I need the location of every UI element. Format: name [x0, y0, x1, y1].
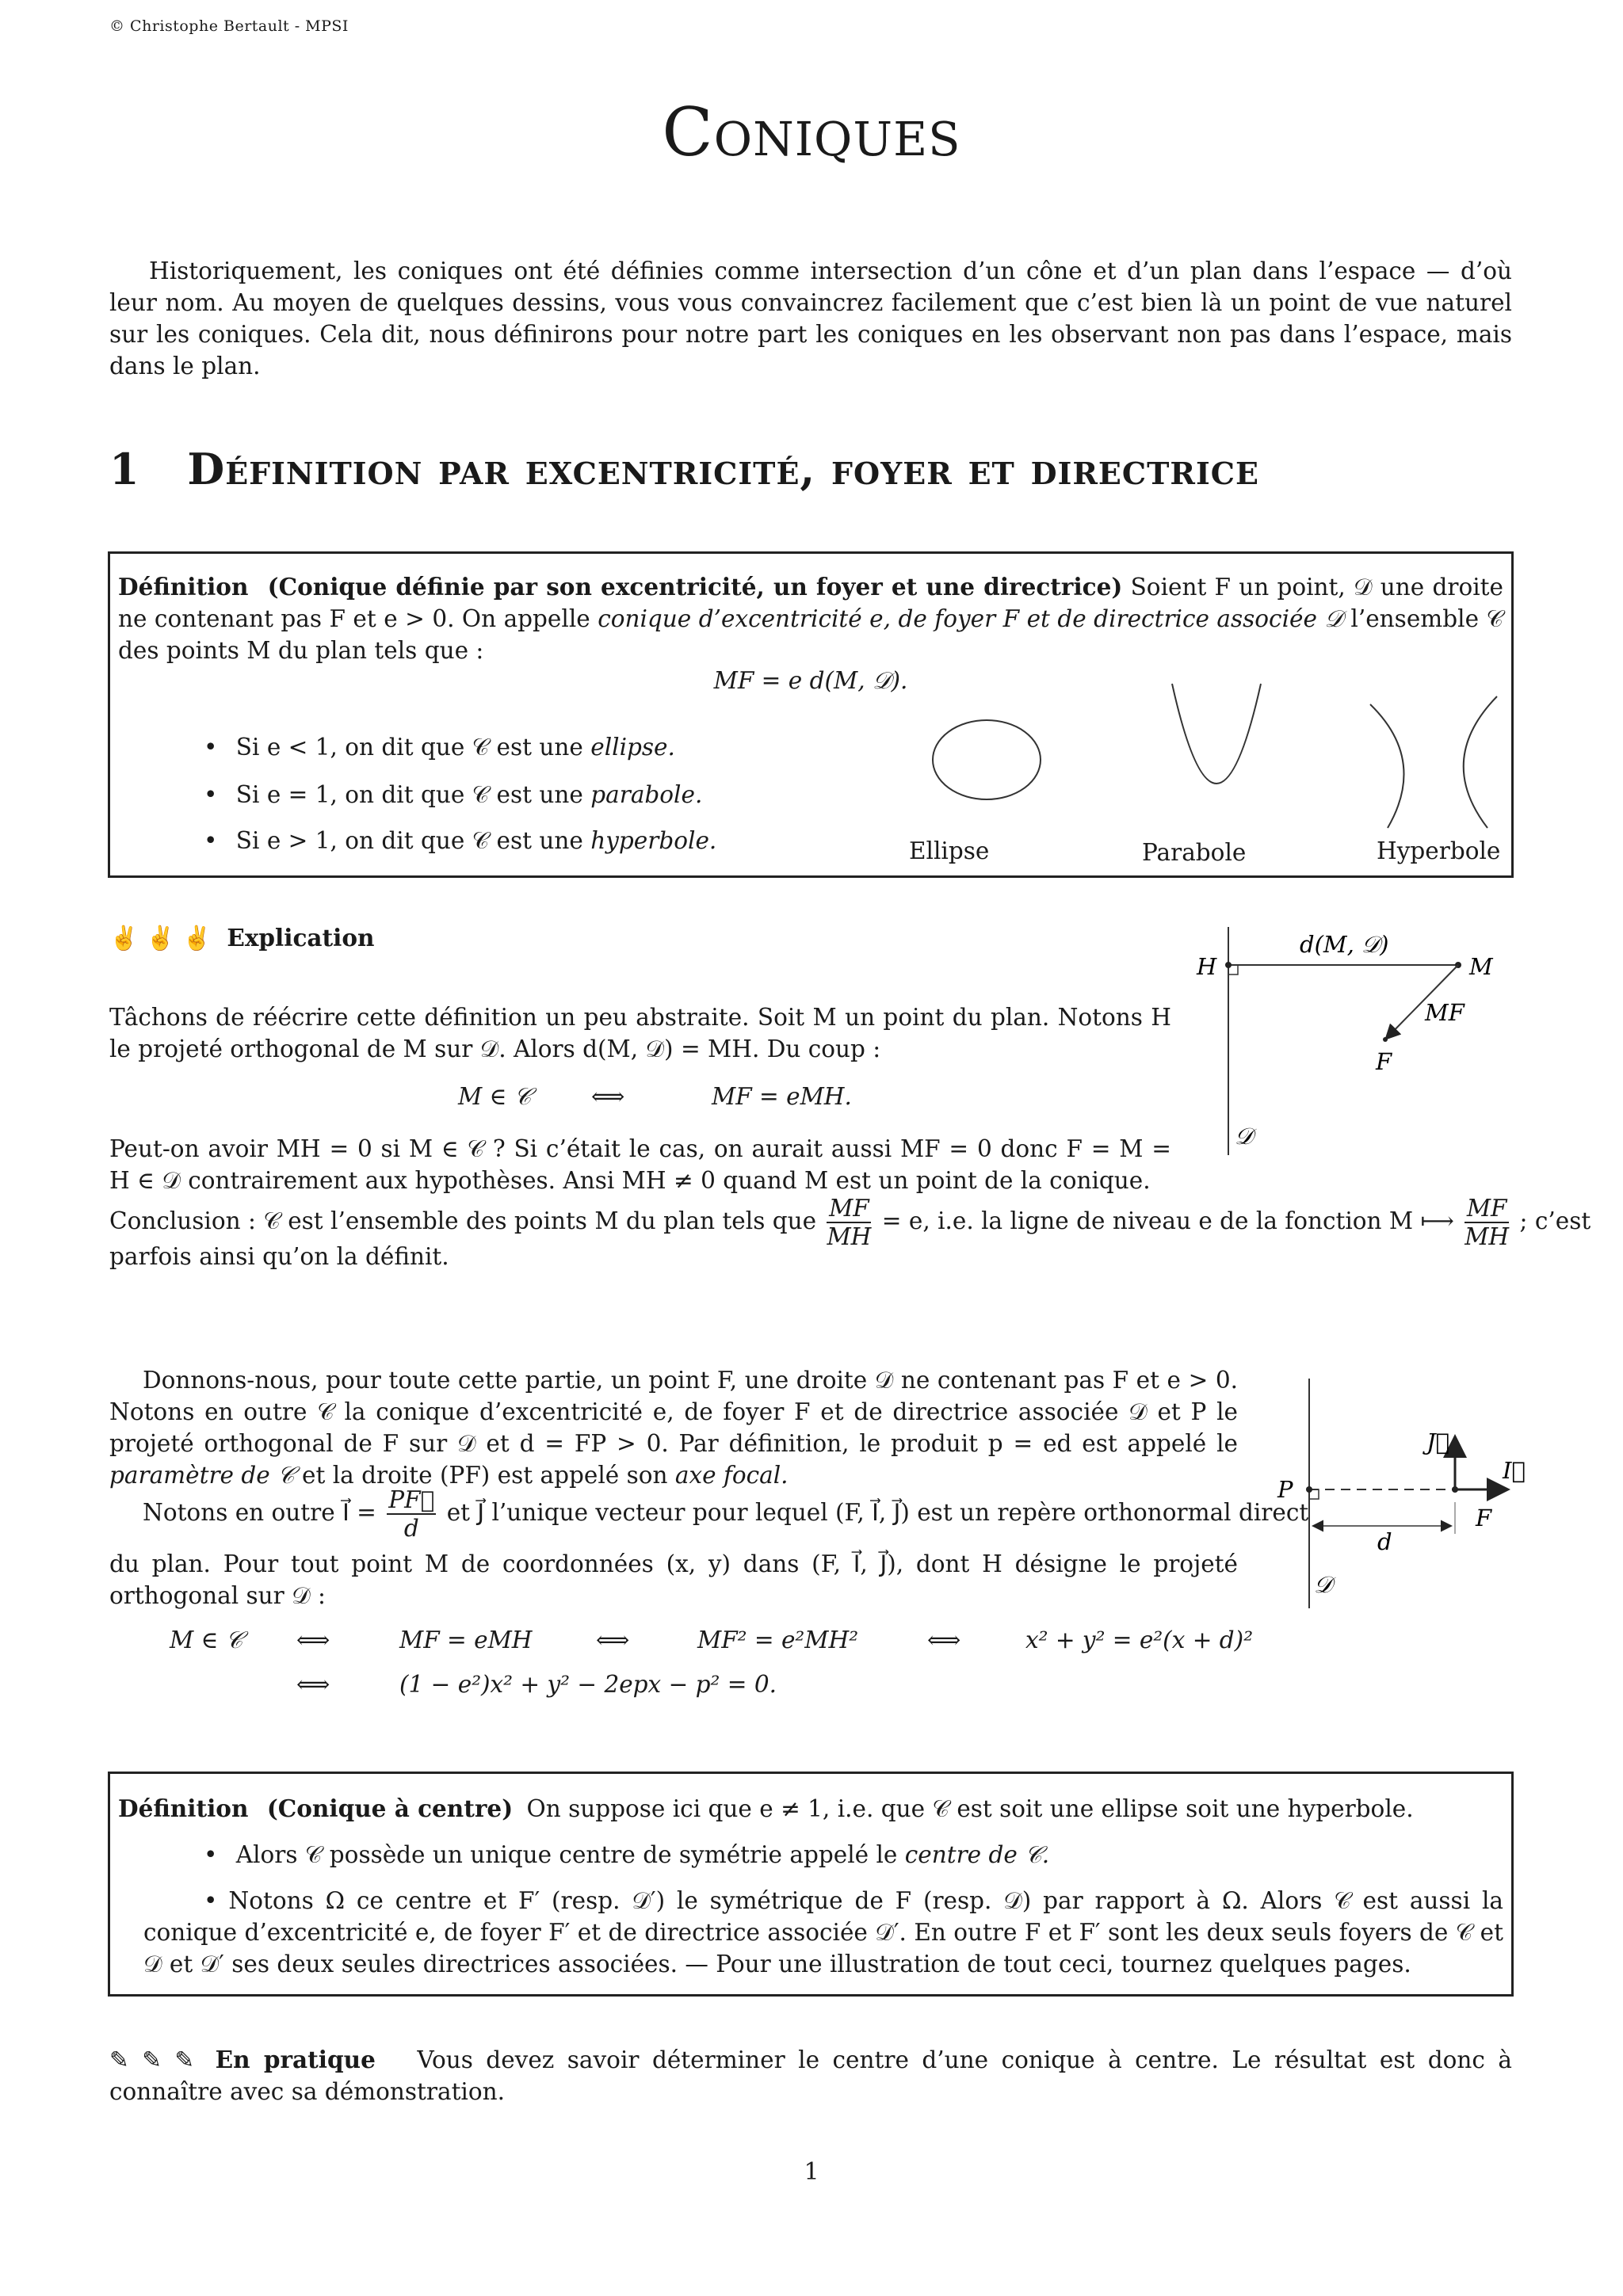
label-d-small: d [1377, 1528, 1392, 1555]
label-mf: MF [1425, 999, 1465, 1026]
definition-text-a: Soient F un point, 𝒟 une droite ne contenant pas F et e > 0. On appelle [118, 574, 1503, 632]
eq2-arrow: ⟺ [296, 1671, 330, 1698]
section-number: 1 [109, 444, 140, 494]
eq2-term: (1 − e²)x² + y² − 2epx − p² = 0. [399, 1671, 777, 1698]
section-title: Définition par excentricité, foyer et directrice [187, 444, 1259, 494]
donnons-paragraph-2: Notons en outre I⃗ = $\frac{PF⃗}{d}$ et J⃗ l’unique vecteur pour lequel (F, I⃗, J⃗) est un repère orthonormal direct [143, 1486, 1309, 1542]
pencil-icon: ✎ ✎ ✎ [109, 2046, 195, 2073]
label-j: J⃗ [1426, 1428, 1450, 1455]
ellipse-label: Ellipse [909, 837, 990, 864]
label-f-2: F [1476, 1505, 1492, 1531]
page-number: 1 [804, 2158, 819, 2186]
label-m: M [1469, 953, 1493, 980]
definition2-bullet-2: • Notons Ω ce centre et F′ (resp. 𝒟′) le symétrique de F (resp. 𝒟) par rapport à Ω. Alors 𝒞 est aussi la conique d’excentricité e, de foyer F′ et de directrice associée 𝒟′. En outre F et F′ sont les deux seuls foyers de 𝒞 et 𝒟 et 𝒟′ ses deux seules directrices associées. — Pour une illustration de tout ceci, tournez quelques pages. [143, 1885, 1503, 1980]
explication-eq-arrow: ⟺ [591, 1083, 625, 1110]
eq1-term-6: x² + y² = e²(x + d)² [1025, 1627, 1254, 1653]
label-h: H [1197, 953, 1217, 980]
bullet-ellipse: • Si e < 1, on dit que 𝒞 est une ellipse. [204, 731, 675, 763]
explication-conclusion: Conclusion : 𝒞 est l’ensemble des points M du plan tels que $\frac{MF}{MH}$ = e, i.e. la ligne de niveau e de la fonction M ⟼ $\frac{MF}{MH}$ ; c’est [109, 1195, 1591, 1250]
eq1-term-2: MF = eMH [399, 1627, 533, 1653]
pratique-paragraph [109, 2044, 1512, 2107]
eq1-term-4: MF² = e²MH² [697, 1627, 859, 1653]
parabola-shape [1172, 684, 1261, 784]
bullet-hyperbole: • Si e > 1, on dit que 𝒞 est une hyperbole. [204, 825, 716, 856]
intro-paragraph: Historiquement, les coniques ont été définies comme intersection d’un cône et d’un plan dans l’espace — d’où leur nom. Au moyen de quelques dessins, vous vous convaincrez facilement que c’est bien là un point de vue naturel sur les coniques. Cela dit, nous définirons pour notre part les coniques en les observant non pas dans l’espace, mais dans le plan. [109, 257, 1512, 379]
pratique-text: Vous devez savoir déterminer le centre d’une conique à centre. Le résultat est donc à connaître avec sa démonstration. [109, 2046, 1512, 2105]
label-i: I⃗ [1503, 1457, 1526, 1484]
explication-paragraph-2: Peut-on avoir MH = 0 si M ∈ 𝒞 ? Si c’était le cas, on aurait aussi MF = 0 donc F = M = H ∈ 𝒟 contrairement aux hypothèses. Ansi MH ≠ 0 quand M est un point de la conique. [109, 1135, 1171, 1194]
frame-figure [1268, 1371, 1537, 1632]
explication-marker-icon: ✌ ✌ ✌ [109, 925, 212, 952]
definition2-intro-text: On suppose ici que e ≠ 1, i.e. que 𝒞 est soit une ellipse soit une hyperbole. [526, 1795, 1414, 1822]
fraction-pf-d: $\frac{PF⃗}{d}$ [388, 1486, 435, 1542]
explication-conclusion-end: parfois ainsi qu’on la définit. [109, 1243, 449, 1270]
eq1-arrow-5: ⟺ [927, 1627, 961, 1653]
fraction-mf-mh-2: $\frac{MF}{MH}$ [1465, 1195, 1510, 1250]
hyperbola-label: Hyperbole [1377, 837, 1501, 864]
definition-label: Définition [118, 573, 249, 601]
label-d-2: 𝒟 [1314, 1571, 1333, 1598]
definition2-intro [118, 1793, 1503, 1825]
explication-heading [109, 922, 375, 954]
conics-figure [823, 673, 1505, 831]
section-heading [109, 444, 1259, 494]
definition-formula: MF = e d(M, 𝒟). [713, 667, 908, 694]
definition-text-italic: conique d’excentricité e, de foyer F et de directrice associée 𝒟 [598, 605, 1343, 632]
hyperbola-right-branch [1464, 696, 1497, 828]
header-note: © Christophe Bertault - MPSI [109, 17, 349, 35]
definition2-bullet-1: • Alors 𝒞 possède un unique centre de symétrie appelé le centre de 𝒞. [204, 1839, 1049, 1871]
label-distance: d(M, 𝒟) [1300, 931, 1389, 958]
point-f [1383, 1037, 1388, 1042]
point-p [1306, 1486, 1312, 1493]
eq1-term-0: M ∈ 𝒞 [170, 1627, 243, 1653]
ellipse-shape [933, 720, 1041, 799]
page-title: Coniques [662, 93, 961, 171]
bullet-parabole: • Si e = 1, on dit que 𝒞 est une parabole. [204, 779, 702, 810]
explication-label: Explication [227, 924, 375, 952]
hyperbola-left-branch [1370, 704, 1403, 828]
distance-figure [1189, 919, 1522, 1173]
definition-box-conique [108, 551, 1514, 878]
definition2-heading: (Conique à centre) [266, 1794, 514, 1822]
explication-eq-left: M ∈ 𝒞 [458, 1083, 532, 1110]
label-f: F [1376, 1048, 1392, 1075]
label-p: P [1277, 1476, 1293, 1503]
definition-box-centre [108, 1772, 1514, 1997]
definition-text-b: l’ensemble 𝒞 des points M du plan tels que : [118, 605, 1503, 664]
explication-eq-right: MF = eMH. [712, 1083, 852, 1110]
point-h [1225, 962, 1232, 968]
explication-paragraph-1: Tâchons de réécrire cette définition un peu abstraite. Soit M un point du plan. Notons H le projeté orthogonal de M sur 𝒟. Alors d(M, 𝒟) = MH. Du coup : [109, 1004, 1171, 1062]
donnons-paragraph-1: Donnons-nous, pour toute cette partie, un point F, une droite 𝒟 ne contenant pas F et e > 0. Notons en outre 𝒞 la conique d’excentricité e, de foyer F et de directrice associée 𝒟 et P le projeté orthogonal de F sur 𝒟 et d = FP > 0. Par définition, le produit p = ed est appelé le paramètre de 𝒞 et la droite (PF) est appelé son axe focal. [109, 1367, 1238, 1489]
definition-text [118, 571, 1503, 666]
donnons-paragraph-3: du plan. Pour tout point M de coordonnées (x, y) dans (F, I⃗, J⃗), dont H désigne le projeté orthogonal sur 𝒟 : [109, 1550, 1238, 1609]
label-d: 𝒟 [1235, 1123, 1254, 1150]
pratique-label: En pratique [215, 2046, 376, 2073]
definition-heading: (Conique définie par son excentricité, un foyer et une directrice) [267, 573, 1123, 601]
eq1-arrow-3: ⟺ [596, 1627, 630, 1653]
definition2-label: Définition [118, 1794, 249, 1822]
fraction-mf-mh: $\frac{MF}{MH}$ [827, 1195, 872, 1250]
parabola-label: Parabole [1142, 839, 1247, 866]
eq1-arrow-1: ⟺ [296, 1627, 330, 1653]
